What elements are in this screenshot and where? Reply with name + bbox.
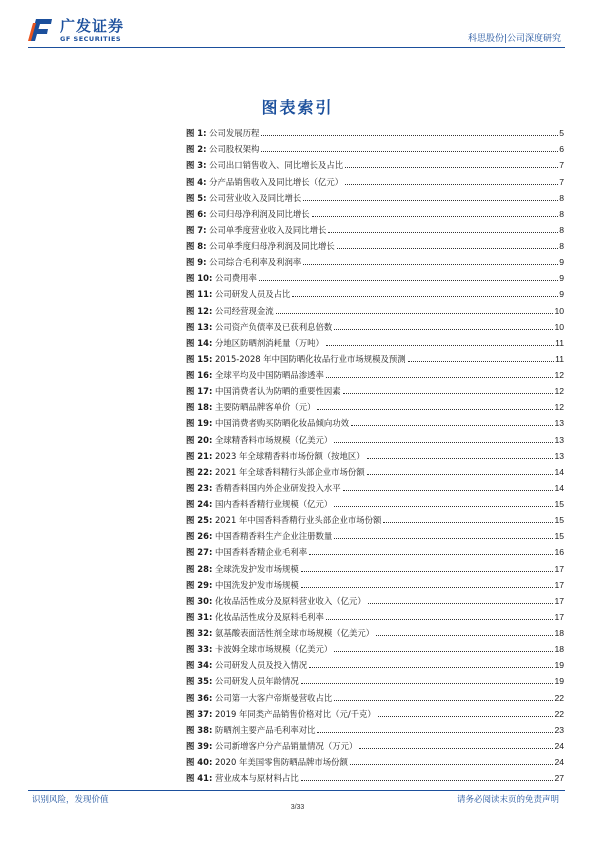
toc-entry[interactable] [186, 606, 564, 622]
toc-entry[interactable] [186, 138, 564, 154]
toc-entry[interactable] [186, 267, 564, 283]
toc-leader-dots [317, 732, 553, 733]
toc-leader-dots [343, 490, 554, 491]
toc-leader-dots [301, 571, 554, 572]
toc-page-number: 10 [554, 321, 564, 332]
toc-entry-title [186, 660, 309, 670]
toc-figure-number: 图 40: [186, 757, 213, 767]
toc-figure-caption: 2015-2028 年中国防晒化妆品行业市场规模及预测 [214, 353, 406, 364]
toc-entry[interactable] [186, 638, 564, 654]
footer-divider [28, 790, 565, 791]
toc-leader-dots [367, 458, 554, 459]
toc-page-number: 18 [554, 644, 564, 655]
toc-figure-caption: 公司单季度营业收入及同比增长 [209, 224, 327, 235]
toc-page-number: 17 [554, 579, 564, 590]
toc-entry-title [186, 306, 276, 316]
toc-entry-title [186, 354, 408, 364]
toc-figure-caption: 公司经营现金流 [214, 305, 274, 316]
toc-leader-dots [292, 296, 558, 297]
toc-page-number: 19 [554, 660, 564, 671]
toc-page-number: 12 [554, 402, 564, 413]
toc-figure-number: 图 14: [186, 337, 213, 348]
toc-figure-caption: 公司研发人员及占比 [214, 289, 291, 300]
toc-entry-title [186, 144, 261, 154]
toc-entry[interactable] [186, 735, 564, 751]
toc-page-number: 17 [554, 595, 564, 606]
logo-chinese-name: 广发证券 [60, 17, 125, 35]
toc-entry-title [186, 177, 345, 187]
toc-leader-dots [261, 151, 558, 152]
toc-entry-title [186, 370, 326, 380]
toc-entry-title [186, 757, 350, 767]
page-title: 图表索引 [261, 98, 334, 117]
toc-entry[interactable] [186, 719, 564, 735]
toc-entry[interactable] [186, 170, 564, 186]
toc-entry-title [186, 209, 312, 219]
toc-figure-caption: 2023 年全球精香料市场份额（按地区） [214, 450, 365, 461]
toc-entry-title [186, 725, 317, 735]
toc-entry-title [186, 612, 326, 622]
toc-page-number: 7 [559, 176, 564, 187]
toc-page-number: 17 [554, 611, 564, 622]
toc-entry[interactable] [186, 622, 564, 638]
toc-leader-dots [337, 248, 558, 249]
toc-figure-number: 图 20: [186, 434, 213, 445]
toc-entry[interactable] [186, 187, 564, 203]
toc-entry-title [186, 547, 309, 557]
toc-leader-dots [309, 667, 553, 668]
toc-figure-caption: 中国洗发护发市场规模 [214, 579, 299, 590]
toc-leader-dots [383, 522, 553, 523]
toc-entry[interactable] [186, 348, 564, 364]
toc-entry[interactable] [186, 283, 564, 299]
toc-entry-title [186, 225, 328, 235]
toc-figure-number: 图 25: [186, 515, 213, 526]
toc-page-number: 13 [554, 434, 564, 445]
toc-page-number: 8 [559, 241, 564, 251]
toc-figure-number: 图 31: [186, 611, 213, 622]
toc-figure-number: 图 17: [186, 386, 213, 397]
toc-figure-number: 图 28: [186, 563, 213, 574]
toc-figure-number: 图 21: [186, 450, 213, 461]
toc-entry-title [186, 531, 334, 541]
toc-figure-caption: 公司营业收入及同比增长 [209, 192, 302, 203]
toc-entry[interactable] [186, 557, 564, 573]
toc-entry[interactable] [186, 122, 564, 138]
toc-page-number: 15 [554, 531, 564, 542]
toc-entry-title [186, 467, 367, 477]
toc-page-number: 24 [554, 757, 564, 767]
toc-entry[interactable] [186, 154, 564, 170]
toc-leader-dots [301, 587, 554, 588]
toc-figure-number: 图 29: [186, 579, 213, 590]
toc-entry[interactable] [186, 654, 564, 670]
toc-figure-caption: 公司出口销售收入、同比增长及占比 [209, 160, 344, 171]
toc-figure-caption: 公司新增客户分产品销量情况（万元） [214, 740, 358, 751]
toc-leader-dots [359, 748, 553, 749]
toc-entry[interactable] [186, 525, 564, 541]
toc-figure-number: 图 18: [186, 402, 213, 413]
toc-page-number: 24 [554, 740, 564, 751]
toc-entry-title [186, 499, 334, 509]
toc-leader-dots [326, 345, 554, 346]
toc-leader-dots [303, 264, 558, 265]
toc-figure-caption: 中国消费者购买防晒化妆品倾向功效 [214, 418, 349, 429]
toc-leader-dots [334, 538, 553, 539]
toc-entry[interactable] [186, 590, 564, 606]
toc-entry[interactable] [186, 541, 564, 557]
toc-page-number: 22 [554, 708, 564, 719]
toc-figure-number: 图 37: [186, 708, 213, 719]
toc-page-number: 27 [554, 773, 564, 784]
toc-figure-caption: 公司研发人员及投入情况 [214, 660, 308, 671]
toc-leader-dots [328, 232, 558, 233]
toc-figure-number: 图 16: [186, 370, 213, 380]
toc-entry-title [186, 773, 301, 783]
toc-leader-dots [301, 683, 554, 684]
toc-entry[interactable] [186, 396, 564, 412]
toc-figure-caption: 中国消费者认为防晒的重要性因素 [214, 386, 341, 397]
toc-entry[interactable] [186, 219, 564, 235]
toc-entry-title [186, 418, 351, 428]
toc-figure-caption: 氨基酸表面活性剂全球市场规模（亿美元） [214, 628, 375, 638]
toc-page-number: 12 [554, 370, 564, 380]
toc-entry[interactable] [186, 235, 564, 251]
toc-figure-caption: 公司第一大客户帝斯曼营收占比 [214, 692, 333, 703]
toc-entry-title [186, 435, 334, 445]
toc-entry-title [186, 564, 301, 574]
toc-page-number: 13 [554, 418, 564, 429]
toc-figure-number: 图 1: [186, 128, 207, 139]
toc-entry[interactable] [186, 767, 564, 783]
toc-page-number: 9 [559, 289, 564, 300]
toc-figure-caption: 中国香精香料生产企业注册数量 [214, 531, 333, 542]
toc-page-number: 8 [559, 224, 564, 235]
toc-entry[interactable] [186, 670, 564, 686]
toc-entry-title [186, 483, 343, 493]
toc-leader-dots [343, 393, 554, 394]
toc-figure-caption: 主要防晒品牌客单价（元） [214, 402, 316, 413]
toc-leader-dots [259, 280, 558, 281]
toc-figure-number: 图 27: [186, 547, 213, 558]
page-header [0, 0, 595, 52]
toc-figure-number: 图 35: [186, 676, 213, 687]
toc-leader-dots [378, 716, 554, 717]
toc-figure-caption: 公司资产负债率及已获利息倍数 [214, 321, 333, 332]
toc-entry-title [186, 386, 343, 396]
toc-leader-dots [309, 554, 553, 555]
toc-entry[interactable] [186, 574, 564, 590]
toc-figure-caption: 公司费用率 [214, 273, 257, 284]
toc-page-number: 10 [554, 305, 564, 316]
toc-entry[interactable] [186, 703, 564, 719]
toc-figure-caption: 分产品销售收入及同比增长（亿元） [209, 176, 344, 187]
toc-figure-number: 图 10: [186, 273, 213, 284]
toc-figure-number: 图 2: [186, 144, 207, 155]
toc-leader-dots [345, 167, 558, 168]
toc-entry[interactable] [186, 380, 564, 396]
toc-leader-dots [334, 651, 553, 652]
toc-page-number: 14 [554, 466, 564, 477]
gf-securities-logo [26, 14, 166, 48]
toc-leader-dots [350, 764, 554, 765]
toc-entry-title [186, 193, 303, 203]
toc-figure-number: 图 11: [186, 289, 213, 300]
logo-english-name: GF SECURITIES [60, 35, 122, 43]
toc-figure-caption: 化妆品活性成分及原料毛利率 [214, 611, 324, 622]
toc-entry[interactable] [186, 412, 564, 428]
toc-entry-title [186, 628, 376, 638]
toc-page-number: 15 [554, 499, 564, 509]
toc-page-number: 19 [554, 676, 564, 687]
toc-figure-number: 图 23: [186, 482, 213, 493]
footer-disclaimer-note: 请务必阅读末页的免责声明 [456, 795, 559, 805]
toc-figure-caption: 2021 年全球香料精行头部企业市场份额 [214, 466, 365, 477]
toc-figure-number: 图 19: [186, 418, 213, 429]
toc-leader-dots [301, 780, 554, 781]
toc-entry-title [186, 676, 301, 686]
toc-leader-dots [334, 442, 553, 443]
toc-entry-title [186, 709, 378, 719]
toc-leader-dots [312, 216, 559, 217]
toc-entry-title [186, 451, 367, 461]
toc-leader-dots [351, 425, 553, 426]
toc-page-number: 8 [559, 192, 564, 203]
toc-entry-title [186, 515, 383, 525]
toc-page-number: 9 [559, 257, 564, 268]
toc-figure-number: 图 6: [186, 208, 207, 219]
toc-leader-dots [334, 329, 553, 330]
toc-page-number: 9 [559, 273, 564, 284]
toc-figure-number: 图 41: [186, 773, 213, 784]
toc-page-number: 15 [554, 515, 564, 526]
toc-entry-title [186, 160, 345, 170]
toc-entry-title [186, 273, 259, 283]
toc-leader-dots [317, 409, 553, 410]
toc-figure-number: 图 15: [186, 353, 213, 364]
toc-figure-number: 图 9: [186, 257, 207, 268]
toc-figure-number: 图 33: [186, 644, 213, 655]
toc-page-number: 8 [559, 208, 564, 219]
toc-entry-title [186, 741, 359, 751]
toc-page-number: 7 [559, 160, 564, 171]
toc-figure-number: 图 38: [186, 724, 213, 735]
toc-leader-dots [303, 200, 558, 201]
toc-figure-number: 图 12: [186, 305, 213, 316]
toc-figure-caption: 公司研发人员年龄情况 [214, 676, 299, 687]
toc-entry-title [186, 128, 261, 138]
toc-entry[interactable] [186, 493, 564, 509]
toc-figure-number: 图 30: [186, 595, 213, 606]
toc-leader-dots [408, 361, 554, 362]
toc-page-number: 6 [559, 144, 564, 155]
toc-figure-caption: 全球精香料市场规模（亿美元） [214, 434, 333, 445]
toc-figure-number: 图 13: [186, 321, 213, 332]
toc-page-number: 23 [554, 724, 564, 735]
toc-entry[interactable] [186, 364, 564, 380]
toc-figure-caption: 全球平均及中国防晒品渗透率 [214, 370, 324, 380]
toc-entry[interactable] [186, 203, 564, 219]
toc-leader-dots [376, 635, 553, 636]
toc-page-number: 12 [554, 386, 564, 397]
toc-figure-number: 图 39: [186, 740, 213, 751]
toc-figure-number: 图 34: [186, 660, 213, 671]
toc-entry-title [186, 322, 334, 332]
toc-figure-caption: 2020 年美国零售防晒品牌市场份额 [214, 757, 348, 767]
toc-entry[interactable] [186, 477, 564, 493]
toc-figure-caption: 公司综合毛利率及利润率 [209, 257, 302, 268]
toc-figure-caption: 防晒剂主要产品毛利率对比 [214, 724, 316, 735]
toc-entry-title [186, 289, 292, 299]
toc-entry[interactable] [186, 686, 564, 702]
toc-entry[interactable] [186, 751, 564, 767]
toc-leader-dots [345, 184, 558, 185]
toc-figure-number: 图 22: [186, 466, 213, 477]
toc-figure-caption: 2021 年中国香料香精行业头部企业市场份额 [214, 515, 382, 526]
report-type-label: 科思股份|公司深度研究 [467, 34, 561, 44]
toc-figure-caption: 公司归母净利润及同比增长 [209, 208, 310, 219]
toc-entry[interactable] [186, 445, 564, 461]
toc-figure-caption: 2019 年同类产品销售价格对比（元/千克） [214, 708, 376, 719]
toc-page-number: 11 [555, 337, 564, 348]
toc-figure-caption: 卡波姆全球市场规模（亿美元） [214, 644, 333, 655]
header-divider [28, 47, 565, 48]
toc-figure-number: 图 24: [186, 499, 213, 509]
toc-page-number: 13 [554, 450, 564, 461]
toc-page-number: 17 [554, 563, 564, 574]
gf-logo-icon [26, 14, 56, 44]
toc-entry-title [186, 402, 317, 412]
toc-entry-title [186, 644, 334, 654]
toc-figure-number: 图 8: [186, 241, 207, 251]
toc-figure-caption: 中国香料香精企业毛利率 [214, 547, 308, 558]
toc-entry-title [186, 241, 337, 251]
toc-figure-caption: 国内香料香精行业规模（亿元） [214, 499, 333, 509]
toc-leader-dots [326, 619, 554, 620]
toc-entry[interactable] [186, 509, 564, 525]
toc-figure-number: 图 4: [186, 176, 207, 187]
toc-entry[interactable] [186, 332, 564, 348]
toc-figure-number: 图 3: [186, 160, 207, 171]
toc-entry-title [186, 693, 334, 703]
toc-page-number: 14 [554, 482, 564, 493]
footer-slogan: 识别风险，发现价值 [32, 795, 109, 805]
figure-index-list [186, 122, 564, 783]
toc-entry[interactable] [186, 461, 564, 477]
toc-figure-number: 图 7: [186, 224, 207, 235]
toc-leader-dots [276, 313, 554, 314]
toc-leader-dots [326, 377, 554, 378]
toc-figure-caption: 公司单季度归母净利润及同比增长 [209, 241, 335, 251]
toc-figure-number: 图 36: [186, 692, 213, 703]
toc-page-number: 11 [555, 353, 564, 364]
toc-figure-caption: 营业成本与原材料占比 [214, 773, 299, 784]
toc-figure-caption: 香精香料国内外企业研发投入水平 [214, 482, 341, 493]
toc-figure-number: 图 26: [186, 531, 213, 542]
toc-leader-dots [368, 603, 554, 604]
toc-leader-dots [334, 700, 553, 701]
toc-entry[interactable] [186, 428, 564, 444]
toc-figure-number: 图 5: [186, 192, 207, 203]
toc-entry[interactable] [186, 251, 564, 267]
toc-leader-dots [334, 506, 553, 507]
toc-entry-title [186, 338, 326, 348]
toc-page-number: 18 [554, 628, 564, 638]
toc-figure-number: 图 32: [186, 628, 213, 638]
toc-page-number: 22 [554, 692, 564, 703]
page-number: 3/33 [290, 804, 305, 811]
toc-figure-caption: 公司股权架构 [209, 144, 260, 155]
toc-entry[interactable] [186, 299, 564, 315]
toc-page-number: 5 [559, 128, 564, 139]
toc-leader-dots [261, 135, 558, 136]
toc-entry-title [186, 580, 301, 590]
toc-entry[interactable] [186, 316, 564, 332]
toc-leader-dots [367, 474, 554, 475]
toc-figure-caption: 化妆品活性成分及原料营业收入（亿元） [214, 595, 366, 606]
toc-figure-caption: 全球洗发护发市场规模 [214, 563, 299, 574]
toc-entry-title [186, 257, 303, 267]
toc-page-number: 16 [554, 547, 564, 558]
toc-figure-caption: 公司发展历程 [209, 128, 260, 139]
toc-entry-title [186, 596, 368, 606]
toc-figure-caption: 分地区防晒剂消耗量（万吨） [214, 337, 324, 348]
